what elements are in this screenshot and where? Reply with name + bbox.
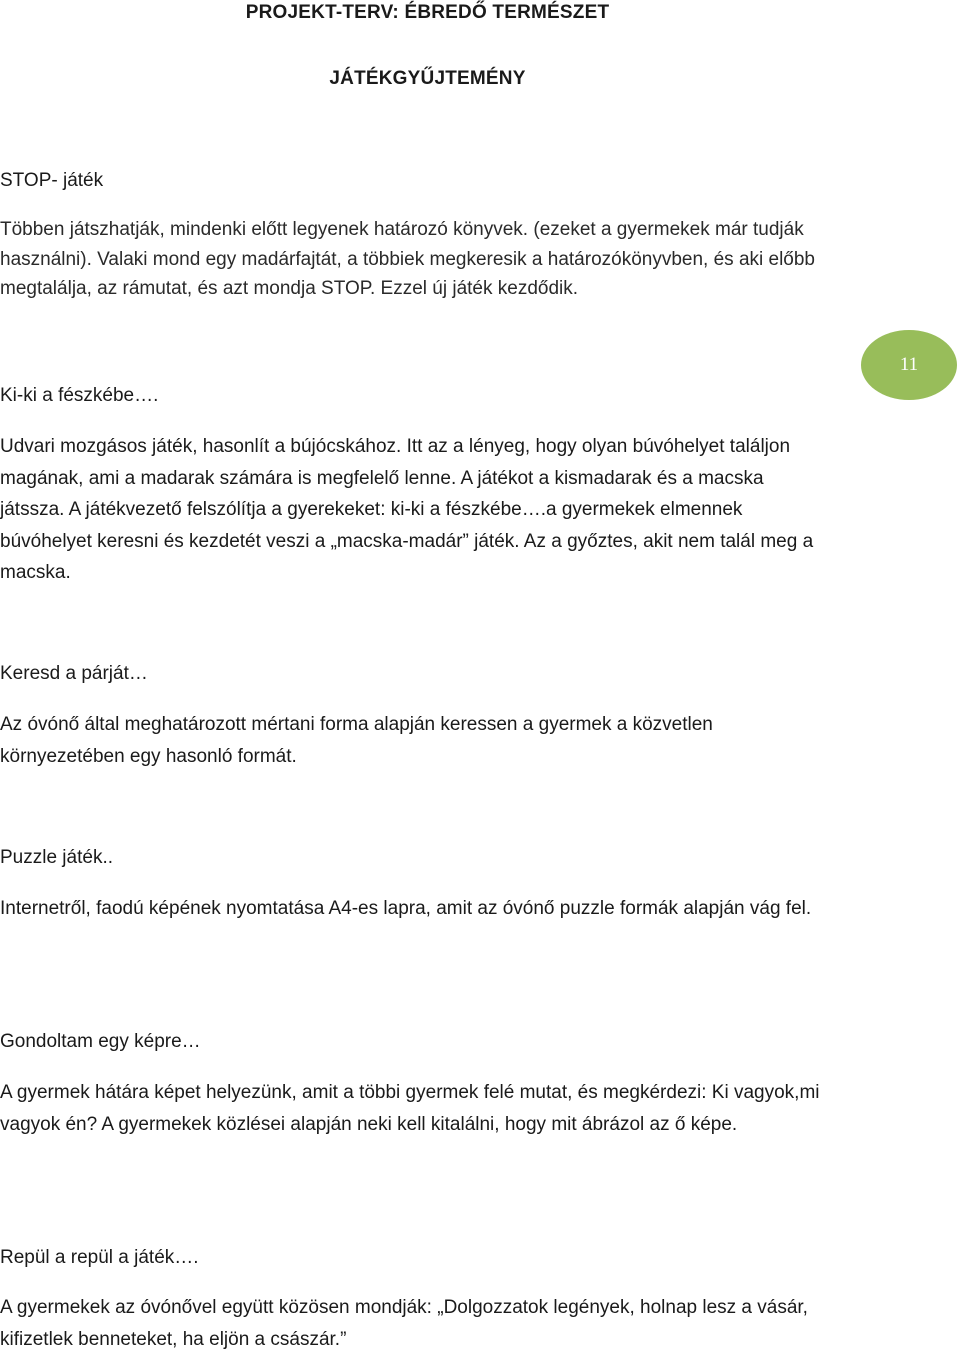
section-text-puzzle: Internetről, faodú képének nyomtatása A4-es lapra, amit az óvónő puzzle formák alapján vág fel.: [0, 898, 812, 919]
section-heading-gondoltam: Gondoltam egy képre…: [0, 1031, 201, 1052]
section-text-kiki: Udvari mozgásos játék, hasonlít a bújócskához. Itt az a lényeg, hogy olyan búvóhelyet találjon magának, ami a madarak számára is megfelelő lenne. A játékot a kismadarak és a macska játssza. A játékvezető felszólítja a gyerekeket: ki-ki a fészkébe….a gyermekek elmennek búvóhelyet keresni és kezdetét veszi a „macska-madár” játék. Az a győztes, akit nem talál meg a macska.: [0, 436, 814, 583]
section-text-keresd: Az óvónő által meghatározott mértani forma alapján keressen a gyermek a közvetlen környezetében egy hasonló formát.: [0, 714, 713, 767]
section-heading-kiki: Ki-ki a fészkébe….: [0, 385, 159, 406]
section-heading-puzzle: Puzzle játék..: [0, 847, 113, 868]
section-heading-repul: Repül a repül a játék….: [0, 1247, 199, 1268]
document-title: PROJEKT-TERV: ÉBREDŐ TERMÉSZET: [245, 2, 610, 23]
document-subtitle: JÁTÉKGYŰJTEMÉNY: [329, 68, 526, 89]
section-heading-stop: STOP- játék: [0, 170, 104, 191]
section-heading-keresd: Keresd a párját…: [0, 663, 148, 684]
section-text-repul: A gyermekek az óvónővel együtt közösen mondják: „Dolgozzatok legények, holnap lesz a vásár, kifizetlek benneteket, ha eljön a császár.”: [0, 1297, 808, 1350]
page-number-badge: 11: [861, 330, 957, 400]
section-text-stop: Többen játszhatják, mindenki előtt legyenek határozó könyvek. (ezeket a gyermekek már tudják használni). Valaki mond egy madárfajtát, a többiek megkeresik a határozókönyvben, és aki előbb megtalálja, az rámutat, és azt mondja STOP. Ezzel új játék kezdődik.: [0, 219, 815, 299]
section-text-gondoltam: A gyermek hátára képet helyezünk, amit a többi gyermek felé mutat, és megkérdezi: Ki vagyok,mi vagyok én? A gyermekek közlései alapján neki kell kitalálni, hogy mit ábrázol az ő képe.: [0, 1082, 820, 1135]
